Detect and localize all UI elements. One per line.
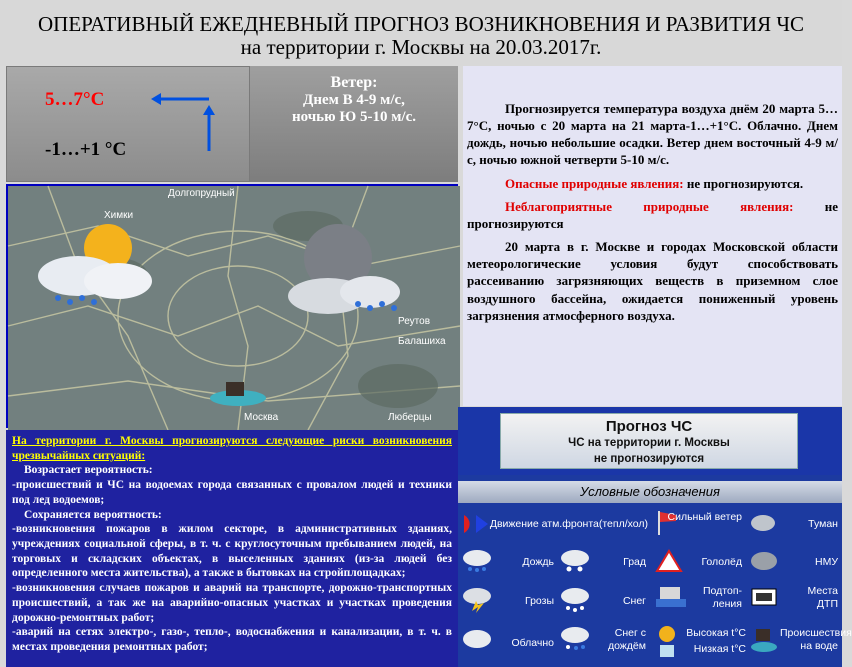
risks-keep-item: -возникновения пожаров в жилом секторе, в административных зданиях, учреждениях социальной сферы, в т. ч. с круглосуточным пребыванием людей, на торговых и складских объектах, в выселенных зданиях (из-за людей без определенного места жительства), а также в бытовках на стройплощадках; xyxy=(12,523,452,580)
car-crash-icon xyxy=(750,583,778,609)
map-label-dolgoprudny: Долгопрудный xyxy=(168,188,235,199)
wind-night: ночью Ю 5-10 м/с. xyxy=(291,109,417,125)
wind-day: Днем В 4-9 м/с, xyxy=(303,92,405,108)
ice-warning-icon xyxy=(656,549,682,573)
dangerous-value: не прогнозируются. xyxy=(686,175,804,191)
thermometer-icon xyxy=(656,625,678,659)
legend-dtp: Места ДТП xyxy=(750,583,838,615)
legend-rain: Дождь xyxy=(462,549,554,575)
legend-wind: Сильный ветер xyxy=(656,509,742,541)
wind-panel xyxy=(250,66,458,182)
water-incident-icon xyxy=(750,625,778,655)
weather-map[interactable] xyxy=(6,184,458,428)
forecast-dangerous xyxy=(467,175,838,192)
rain-icon xyxy=(462,549,492,573)
legend-hail: Град xyxy=(560,549,646,575)
adverse-label: Неблагоприятные природные явления: xyxy=(505,198,794,214)
sleet-icon xyxy=(560,625,590,653)
forecast-weather: Прогнозируется температура воздуха днём 20 марта 5…7°С, ночью с 20 марта на 21 марта-1…+1°С. Облачно. Днем дождь, ночью небольшие осадки. Ветер днем восточный 4-9 м/с, ночью южной четверти 5-10 м/с. xyxy=(467,101,838,168)
legend-snow: Снег xyxy=(560,587,646,615)
risks-intro: На территории г. Москвы прогнозируются следующие риски возникновения чрезвычайных ситуаций: xyxy=(12,435,452,462)
legend-flood: Подтоп-ления xyxy=(656,583,742,615)
adverse-value: не прогнозируются xyxy=(467,198,839,231)
temperature-panel xyxy=(6,66,250,182)
header xyxy=(0,0,842,66)
map-label-lyubertsy: Люберцы xyxy=(388,412,432,423)
flood-icon xyxy=(656,583,686,609)
forecast-air: 20 марта в г. Москве и городах Московской области метеорологические условия будут способствовать рассеиванию загрязняющих веществ в приземном слое воздушного бассейна, ожидается пониженный уровень загрязнения атмосферного воздуха. xyxy=(467,239,838,323)
legend-fog: Туман xyxy=(750,513,838,537)
legend-front: Движение атм.фронта(тепл/хол) xyxy=(462,513,648,537)
risks-keep-header: Сохраняется вероятность: xyxy=(24,508,162,521)
storm-icon xyxy=(462,587,492,613)
forecast-text xyxy=(463,66,842,406)
risks-panel xyxy=(6,430,458,667)
wind-title: Ветер: xyxy=(330,74,378,91)
chs-forecast-panel xyxy=(458,407,842,475)
legend-nmu: НМУ xyxy=(750,549,838,575)
hail-icon xyxy=(560,549,590,573)
snow-icon xyxy=(560,587,590,613)
legend-title: Условные обозначения xyxy=(458,481,842,503)
legend-water: Происшествия на воде xyxy=(750,625,838,661)
risks-keep-item: -аварий на сетях электро-, газо-, тепло-, водоснабжения и канализации, в т. ч. в местах проведения ремонтных работ; xyxy=(12,626,452,654)
page-subtitle: на территории г. Москвы на 20.03.2017г. xyxy=(240,35,602,59)
map-label-reutov: Реутов xyxy=(398,316,431,327)
chs-box xyxy=(500,413,798,469)
night-temperature: -1…+1 °C xyxy=(45,139,127,160)
cloud-icon xyxy=(462,625,492,653)
map-label-balashikha: Балашиха xyxy=(398,336,446,347)
forecast-adverse xyxy=(467,198,838,232)
smog-icon xyxy=(750,549,778,573)
fog-icon xyxy=(750,513,776,533)
chs-title: Прогноз ЧС xyxy=(605,418,693,435)
chs-line2: не прогнозируются xyxy=(593,452,705,465)
map-graphic xyxy=(8,186,460,430)
legend-cloudy: Облачно xyxy=(462,625,554,661)
page-title: ОПЕРАТИВНЫЙ ЕЖЕДНЕВНЫЙ ПРОГНОЗ ВОЗНИКНОВЕНИЯ И РАЗВИТИЯ ЧС xyxy=(38,12,804,36)
day-temperature: 5…7°C xyxy=(45,89,105,110)
risks-keep-item: -возникновения случаев пожаров и аварий на транспорте, дорожно-транспортных происшествий, а так же на аварийно-опасных участках и участках проведения дорожно-ремонтных работ; xyxy=(12,582,452,624)
wind-arrows-icon xyxy=(147,85,227,155)
legend-panel xyxy=(458,475,852,667)
legend-temperature: Высокая t°C Низкая t°C xyxy=(656,625,746,661)
map-label-khimki: Химки xyxy=(104,210,134,221)
risks-increase-header: Возрастает вероятность: xyxy=(24,464,153,477)
legend-ice: Гололёд xyxy=(656,549,742,575)
legend-storm: Грозы xyxy=(462,587,554,615)
legend-sleet: Снег с дождём xyxy=(560,625,646,661)
chs-line1: ЧС на территории г. Москвы xyxy=(568,437,730,449)
risks-increase-item: -происшествий и ЧС на водоемах города связанных с провалом людей и техники под лед водоемов; xyxy=(12,479,452,506)
map-label-moscow: Москва xyxy=(244,412,279,423)
dangerous-label: Опасные природные явления: xyxy=(505,175,684,191)
